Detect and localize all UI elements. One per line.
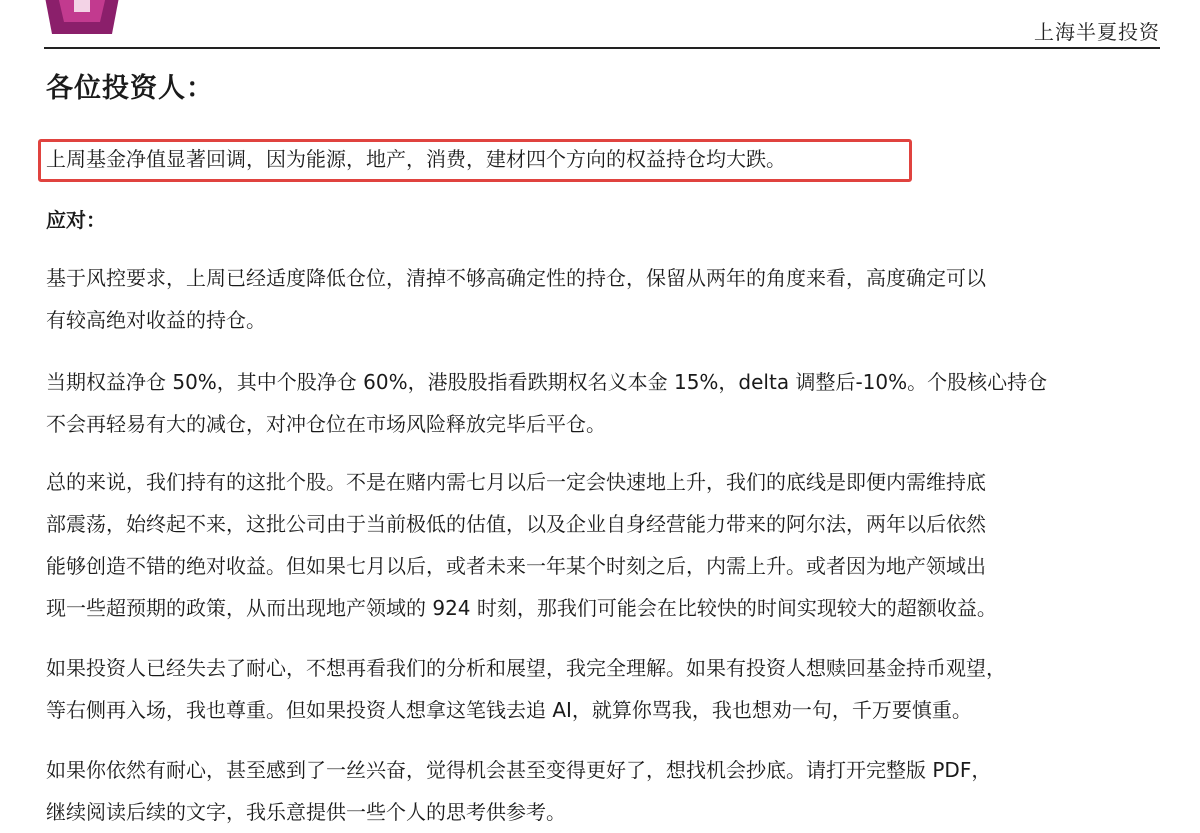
paragraph-3-line-2: 部震荡，始终起不来，这批公司由于当前极低的估值，以及企业自身经营能力带来的阿尔法，两年以后依然 [46, 512, 986, 536]
paragraph-4-line-2: 等右侧再入场，我也尊重。但如果投资人想拿这笔钱去追 AI，就算你骂我，我也想劝一句，千万要慎重。 [46, 698, 972, 722]
paragraph-5-line-2: 继续阅读后续的文字，我乐意提供一些个人的思考供参考。 [46, 800, 566, 824]
paragraph-3-line-3: 能够创造不错的绝对收益。但如果七月以后，或者未来一年某个时刻之后，内需上升。或者因为地产领域出 [46, 554, 986, 578]
company-logo [44, 0, 120, 38]
company-name: 上海半夏投资 [1034, 20, 1160, 44]
paragraph-4-line-1: 如果投资人已经失去了耐心，不想再看我们的分析和展望，我完全理解。如果有投资人想赎回基金持币观望， [46, 656, 1006, 680]
response-heading: 应对： [46, 208, 106, 232]
paragraph-2-line-1: 当期权益净仓 50%，其中个股净仓 60%，港股股指看跌期权名义本金 15%，delta 调整后-10%。个股核心持仓 [46, 370, 1048, 394]
paragraph-3-line-4: 现一些超预期的政策，从而出现地产领域的 924 时刻，那我们可能会在比较快的时间实现较大的超额收益。 [46, 596, 997, 620]
paragraph-2-line-2: 不会再轻易有大的减仓，对冲仓位在市场风险释放完毕后平仓。 [46, 412, 606, 436]
greeting: 各位投资人： [46, 73, 214, 104]
header-divider [44, 47, 1160, 49]
highlight-text: 上周基金净值显著回调，因为能源，地产，消费，建材四个方向的权益持仓均大跌。 [46, 147, 786, 171]
paragraph-5-line-1: 如果你依然有耐心，甚至感到了一丝兴奋，觉得机会甚至变得更好了，想找机会抄底。请打开完整版 PDF， [46, 758, 992, 782]
paragraph-1-line-1: 基于风控要求，上周已经适度降低仓位，清掉不够高确定性的持仓，保留从两年的角度来看，高度确定可以 [46, 266, 986, 290]
paragraph-1-line-2: 有较高绝对收益的持仓。 [46, 308, 266, 332]
paragraph-3-line-1: 总的来说，我们持有的这批个股。不是在赌内需七月以后一定会快速地上升，我们的底线是即便内需维持底 [46, 470, 986, 494]
